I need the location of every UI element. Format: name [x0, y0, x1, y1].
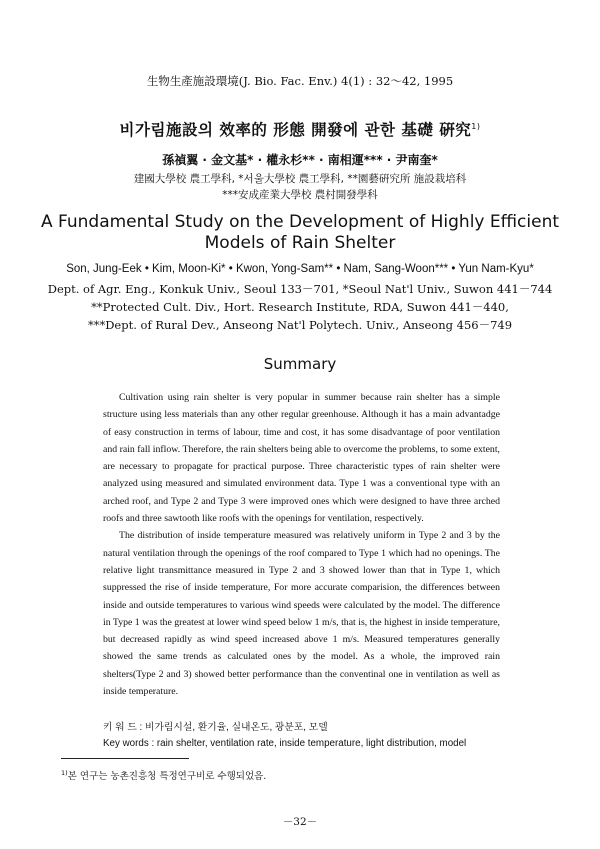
- english-title-line-2: Models of Rain Shelter: [204, 233, 396, 253]
- title-footnote-mark: 1): [471, 121, 481, 131]
- korean-keywords: 키 워 드 : 비가림시설, 환기율, 실내온도, 광분포, 모델: [103, 722, 328, 733]
- summary-paragraph-1: Cultivation using rain shelter is very popular in summer because rain shelter has a simple structure using less materials than any other regular greenhouse. Although it has a main advantadge of easy construction in terms of labour, time and cost, it has some disadvantage of poor ventilation and rain fall inflow. Therefore, the rain shelters being able to overcome the problems, to some extent, are necessary to propagate for practical purpose. Three characteristic types of rain shelter were analyzed using measured and simulated environment data. Type 1 was a conventional type with an arched roof, and Type 2 and Type 3 were improved ones which were designed to have three arched roofs and three sawtooth like roofs with the openings for ventilation, respectively.: [103, 392, 500, 525]
- english-title-line-1: A Fundamental Study on the Development of Highly Efficient: [40, 212, 560, 232]
- summary-body: [103, 389, 500, 700]
- english-affiliation-line-3: ***Dept. of Rural Dev., Anseong Nat'l Polytech. Univ., Anseong 456－749: [87, 318, 513, 332]
- keywords-block: [103, 720, 500, 752]
- summary-paragraph-2: The distribution of inside temperature measured was relatively uniform in Type 2 and 3 by the natural ventilation through the openings of the roof compared to Type 1 which had no openings. The relative light transmittance measured in Type 2 and 3 showed lower than that in Type 1, which suppressed the rise of inside temperature, For more accurate comparision, the differences between inside and outside temperatures to various wind speeds were calculated by the model. The difference in Type 1 was the greatest at lower wind speed below 1 m/s, that is, the highest in inside temperature, but decreased rapidly as wind speed increased above 1 m/s. Measured temperatures generally showed the same trends as calculated ones by the model. As a whole, the improved rain shelters(Type 2 and 3) showed better performance than the conventinal one in ventilation as well as inside temperature.: [103, 530, 500, 698]
- english-affiliation-line-2: **Protected Cult. Div., Hort. Research Institute, RDA, Suwon 441－440,: [91, 300, 509, 314]
- korean-title: [0, 118, 600, 140]
- korean-authors: 孫禎翼 · 金文基* · 權永杉** · 南相運*** · 尹南奎*: [162, 153, 438, 167]
- page-number: －32－: [282, 816, 318, 828]
- english-authors: Son, Jung-Eek • Kim, Moon-Ki* • Kwon, Yong-Sam** • Nam, Sang-Woon*** • Yun Nam-Kyu*: [66, 263, 534, 275]
- footnote-text: 본 연구는 농촌진흥청 특정연구비로 수행되었음.: [67, 771, 267, 782]
- english-keywords: Key words : rain shelter, ventilation rate, inside temperature, light distribution, model: [103, 738, 467, 749]
- footnote-divider: [61, 758, 189, 759]
- korean-affiliation-line-2: ***安成産業大學校 農村開發學科: [222, 189, 378, 201]
- journal-header: 生物生產施設環境(J. Bio. Fac. Env.) 4(1) : 32～42, 1995: [146, 74, 454, 88]
- english-title: [0, 212, 600, 254]
- korean-affiliation-line-1: 建國大學校 農工學科, *서울大學校 農工學科, **園藝硏究所 施設栽培科: [133, 173, 467, 185]
- footnote: [61, 768, 521, 782]
- summary-heading: Summary: [263, 355, 337, 373]
- korean-title-text: 비가림施設의 效率的 形態 開發에 관한 基礎 硏究: [119, 121, 472, 139]
- footnote-mark: 1): [61, 768, 68, 777]
- english-affiliation-line-1: Dept. of Agr. Eng., Konkuk Univ., Seoul 133－701, *Seoul Nat'l Univ., Suwon 441－744: [47, 282, 553, 296]
